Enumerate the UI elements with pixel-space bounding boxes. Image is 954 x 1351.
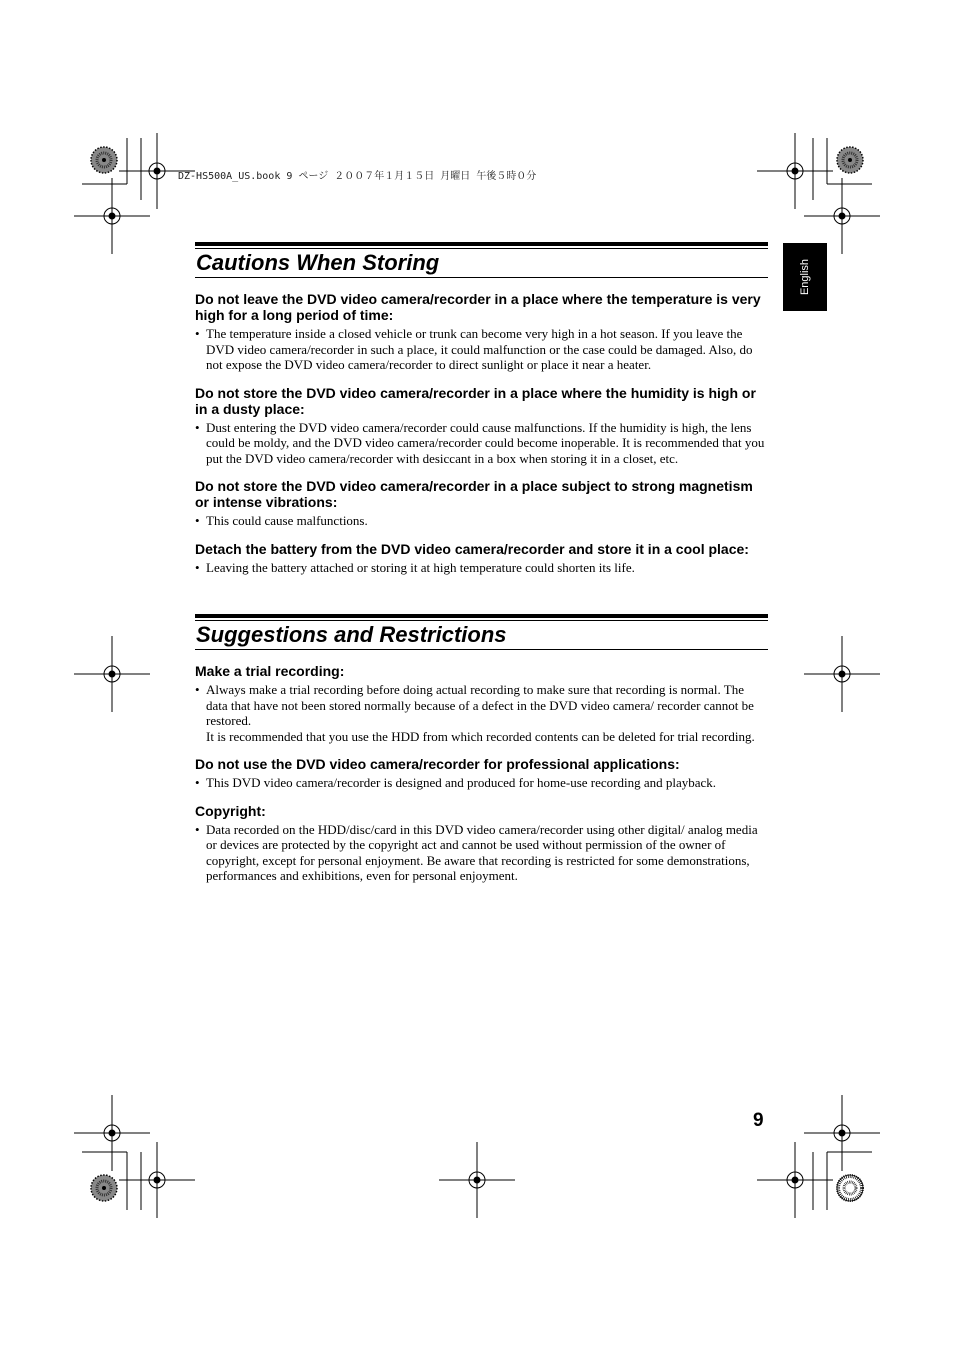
- crosshair-icon: [119, 1142, 195, 1218]
- suggestion-bullet-continued: [195, 729, 768, 745]
- section-rule: [195, 614, 768, 618]
- star-target-icon: [837, 147, 863, 173]
- section-rule: [195, 242, 768, 246]
- crosshair-icon: [804, 636, 880, 712]
- caution-bullet: • The temperature inside a closed vehicle or trunk can become very high in a hot season. If you leave the DVD video camera/recorder in such a place, it could malfunction or the case could be damaged. Also, do not expose the DVD video camera/recorder to direct sunlight or place it near a heater.: [195, 326, 768, 373]
- suggestion-item: [195, 663, 768, 744]
- crosshair-icon: [439, 1142, 515, 1218]
- caution-heading: Do not leave the DVD video camera/recorder in a place where the temperature is very high for a long period of time:: [195, 291, 761, 323]
- caution-bullet: • This could cause malfunctions.: [195, 513, 768, 529]
- caution-item: [195, 385, 768, 467]
- caution-item: [195, 541, 768, 576]
- suggestion-bullet: • Data recorded on the HDD/disc/card in this DVD video camera/recorder using other digital/ analog media or devices are protected by the copyright act and cannot be used without permission of the owner of copyright, except for personal enjoyment. Be aware that recording is restricted for some demonstrations, performances and exhibitions, even for personal enjoyment.: [195, 822, 768, 884]
- star-target-icon: [91, 1175, 117, 1201]
- suggestion-item: [195, 803, 768, 884]
- caution-bullet: • Leaving the battery attached or storing it at high temperature could shorten its life.: [195, 560, 768, 576]
- book-file-header: DZ-HS500A_US.book 9 ページ ２００７年１月１５日 月曜日 午後５時０分: [178, 171, 537, 182]
- language-tab-label: English: [798, 258, 811, 296]
- crosshair-icon: [757, 133, 833, 209]
- suggestion-heading: Make a trial recording:: [195, 663, 345, 679]
- suggestion-item: [195, 756, 768, 791]
- caution-item: [195, 291, 768, 373]
- caution-bullet: • Dust entering the DVD video camera/recorder could cause malfunctions. If the humidity is high, the lens could be moldy, and the DVD video camera/recorder could become inoperable. It is recommended that you put the DVD video camera/recorder with desiccant in a box when storing it in a closet, etc.: [195, 420, 768, 467]
- section-title: Suggestions and Restrictions: [196, 622, 507, 647]
- crosshair-icon: [804, 1095, 880, 1171]
- crosshair-icon: [757, 1142, 833, 1218]
- section-title: Cautions When Storing: [196, 250, 440, 275]
- crosshair-icon: [74, 1095, 150, 1171]
- suggestion-bullet: • This DVD video camera/recorder is designed and produced for home-use recording and playback.: [195, 775, 768, 791]
- caution-item: [195, 478, 768, 529]
- star-target-icon: [91, 147, 117, 173]
- caution-heading: Do not store the DVD video camera/recorder in a place subject to strong magnetism or intense vibrations:: [195, 478, 753, 510]
- star-target-icon: [837, 1175, 863, 1201]
- section-rule: [195, 649, 768, 650]
- section-suggestions-and-restrictions: [195, 614, 768, 884]
- suggestion-bullet-continued-text: It is recommended that you use the HDD from which recorded contents can be deleted for trial recording.: [206, 728, 755, 744]
- page-number: 9: [753, 1110, 764, 1131]
- section-cautions-when-storing: [195, 242, 768, 575]
- crosshair-icon: [74, 178, 150, 254]
- language-tab: [783, 243, 827, 311]
- caution-heading: Do not store the DVD video camera/recorder in a place where the humidity is high or in a dusty place:: [195, 384, 756, 417]
- section-rule: [195, 277, 768, 278]
- suggestion-bullet: • Always make a trial recording before doing actual recording to make sure that recording is normal. The data that have not been stored normally because of a defect in the DVD video camera/ recorder cannot be restored.: [195, 682, 768, 729]
- caution-heading: Detach the battery from the DVD video camera/recorder and store it in a cool place:: [195, 540, 749, 557]
- suggestion-heading: Copyright:: [195, 802, 266, 819]
- crosshair-icon: [74, 636, 150, 712]
- suggestion-heading: Do not use the DVD video camera/recorder for professional applications:: [195, 756, 680, 772]
